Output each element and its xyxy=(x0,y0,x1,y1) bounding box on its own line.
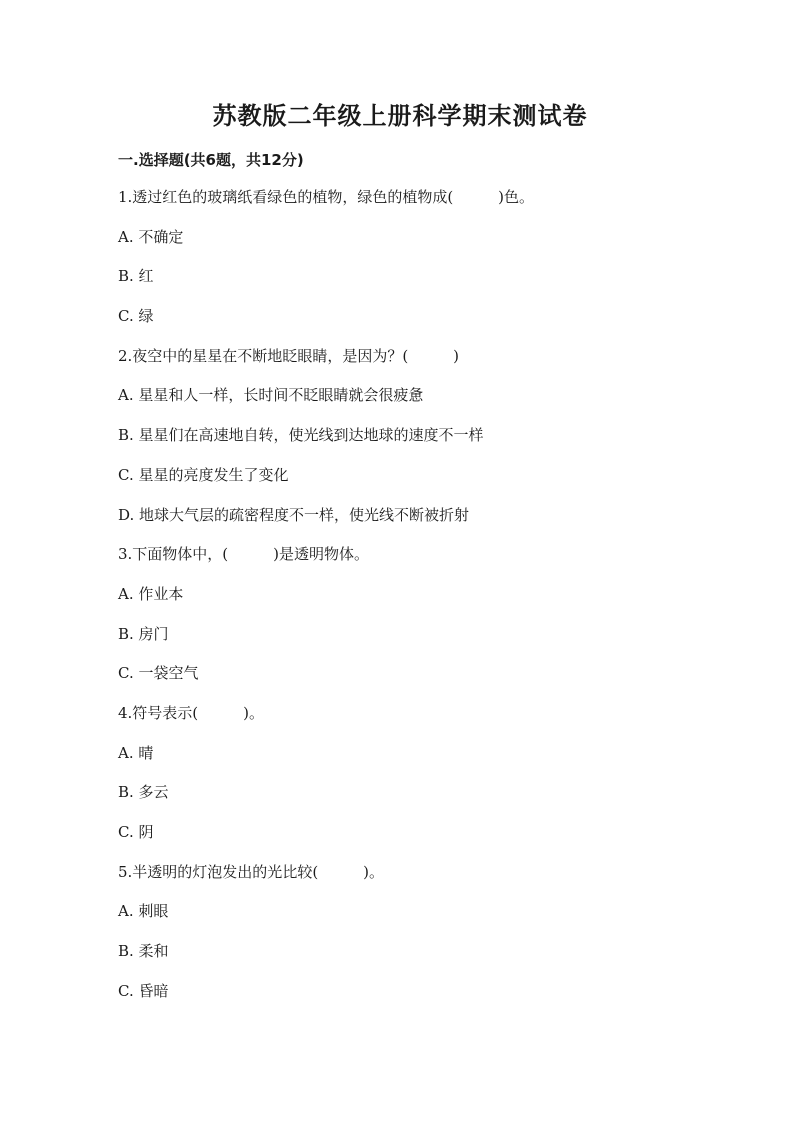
option-2d: D. 地球大气层的疏密程度不一样，使光线不断被折射 xyxy=(118,505,470,524)
question-list xyxy=(118,184,718,1017)
option-2b: B. 星星们在高速地自转，使光线到达地球的速度不一样 xyxy=(118,426,484,445)
option-1c: C. 绿 xyxy=(118,307,154,326)
page-title: 苏教版二年级上册科学期末测试卷 xyxy=(212,101,588,130)
option-5c: C. 昏暗 xyxy=(118,981,169,1000)
option-2a: A. 星星和人一样，长时间不眨眼睛就会很疲惫 xyxy=(118,386,424,405)
option-5a: A. 刺眼 xyxy=(118,902,169,921)
question-3: 3.下面物体中，( )是透明物体。 xyxy=(118,545,370,564)
option-4a: A. 晴 xyxy=(118,743,154,762)
option-3a: A. 作业本 xyxy=(118,584,184,603)
option-2c: C. 星星的亮度发生了变化 xyxy=(118,465,289,484)
option-4b: B. 多云 xyxy=(118,783,169,802)
question-1: 1.透过红色的玻璃纸看绿色的植物，绿色的植物成( )色。 xyxy=(118,188,535,206)
option-3b: B. 房门 xyxy=(118,624,169,643)
option-1a: A. 不确定 xyxy=(118,227,184,246)
option-3c: C. 一袋空气 xyxy=(118,664,199,683)
question-2: 2.夜空中的星星在不断地眨眼睛，是因为？( ) xyxy=(118,346,460,365)
option-1b: B. 红 xyxy=(118,267,154,286)
option-4c: C. 阴 xyxy=(118,823,154,841)
section-heading: 一.选择题(共6题，共12分) xyxy=(118,151,304,169)
option-5b: B. 柔和 xyxy=(118,942,169,961)
question-4: 4.符号表示( )。 xyxy=(118,703,265,722)
question-5: 5.半透明的灯泡发出的光比较( )。 xyxy=(118,862,385,881)
